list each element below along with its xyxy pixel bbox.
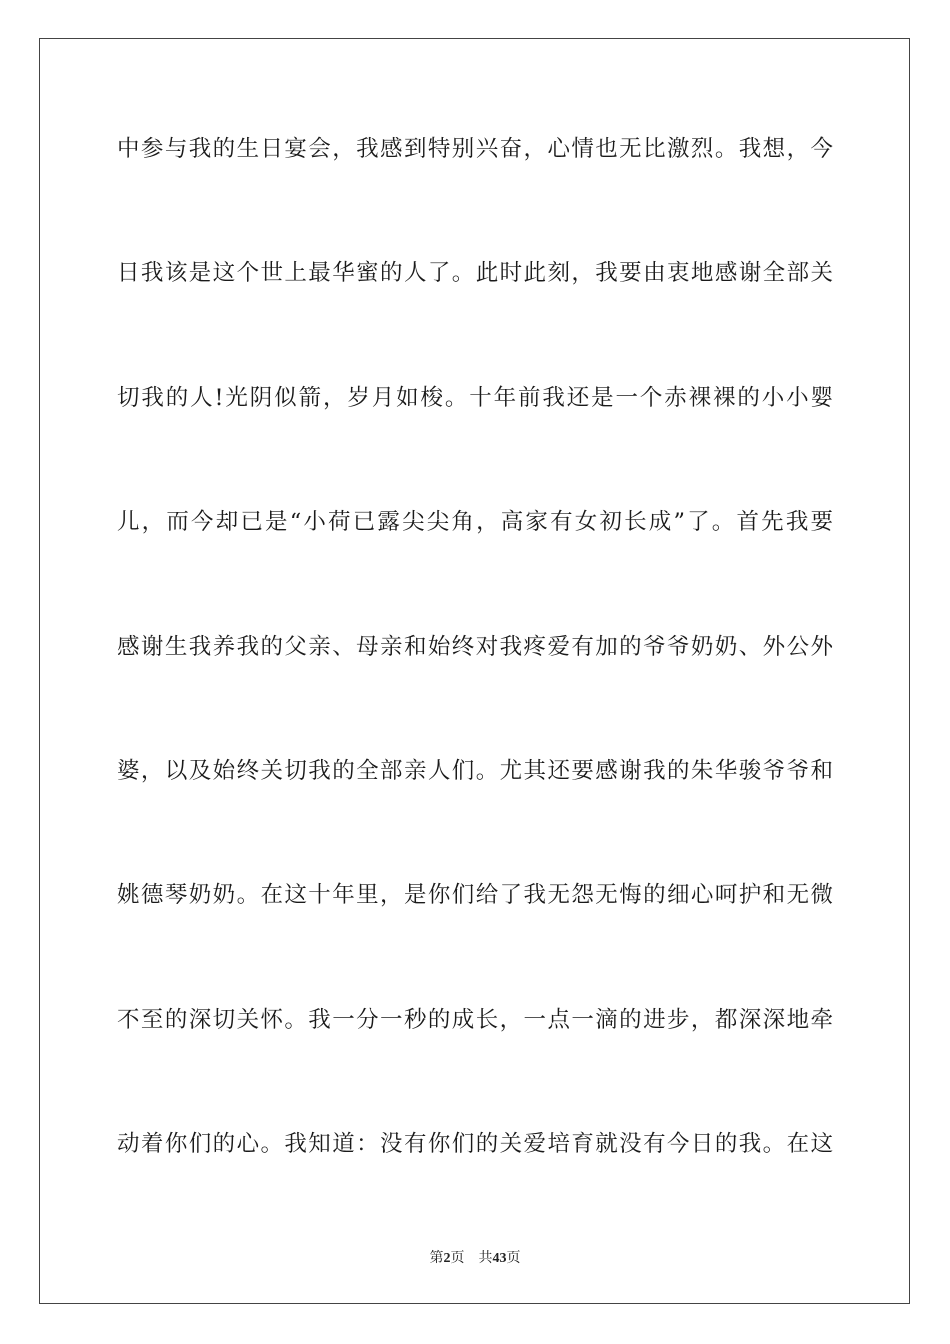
body-text: [117, 130, 833, 1250]
page-suffix: 页: [450, 1250, 465, 1266]
total-suffix: 页: [506, 1250, 521, 1266]
text-line: 姚德琴奶奶。在这十年里，是你们给了我无怨无悔的细心呵护和无微: [117, 882, 833, 909]
text-line: 不至的深切关怀。我一分一秒的成长，一点一滴的进步，都深深地牵: [117, 1006, 833, 1033]
total-pages: 43: [492, 1251, 507, 1266]
page-prefix: 第: [429, 1250, 444, 1266]
total-prefix: 共: [478, 1250, 493, 1266]
text-line: 日我该是这个世上最华蜜的人了。此时此刻，我要由衷地感谢全部关: [117, 260, 833, 287]
text-line: 感谢生我养我的父亲、母亲和始终对我疼爱有加的爷爷奶奶、外公外: [117, 633, 833, 660]
text-line: 切我的人!光阴似箭，岁月如梭。十年前我还是一个赤裸裸的小小婴: [117, 384, 833, 411]
text-line: 动着你们的心。我知道：没有你们的关爱培育就没有今日的我。在这: [117, 1131, 833, 1158]
page-footer: [0, 1249, 950, 1268]
text-line: 婆，以及始终关切我的全部亲人们。尤其还要感谢我的朱华骏爷爷和: [117, 757, 833, 784]
page-number: 2: [443, 1251, 451, 1266]
text-line: 儿，而今却已是“小荷已露尖尖角，高家有女初长成”了。首先我要: [117, 509, 833, 536]
text-line: 中参与我的生日宴会，我感到特别兴奋，心情也无比激烈。我想，今: [117, 136, 833, 162]
